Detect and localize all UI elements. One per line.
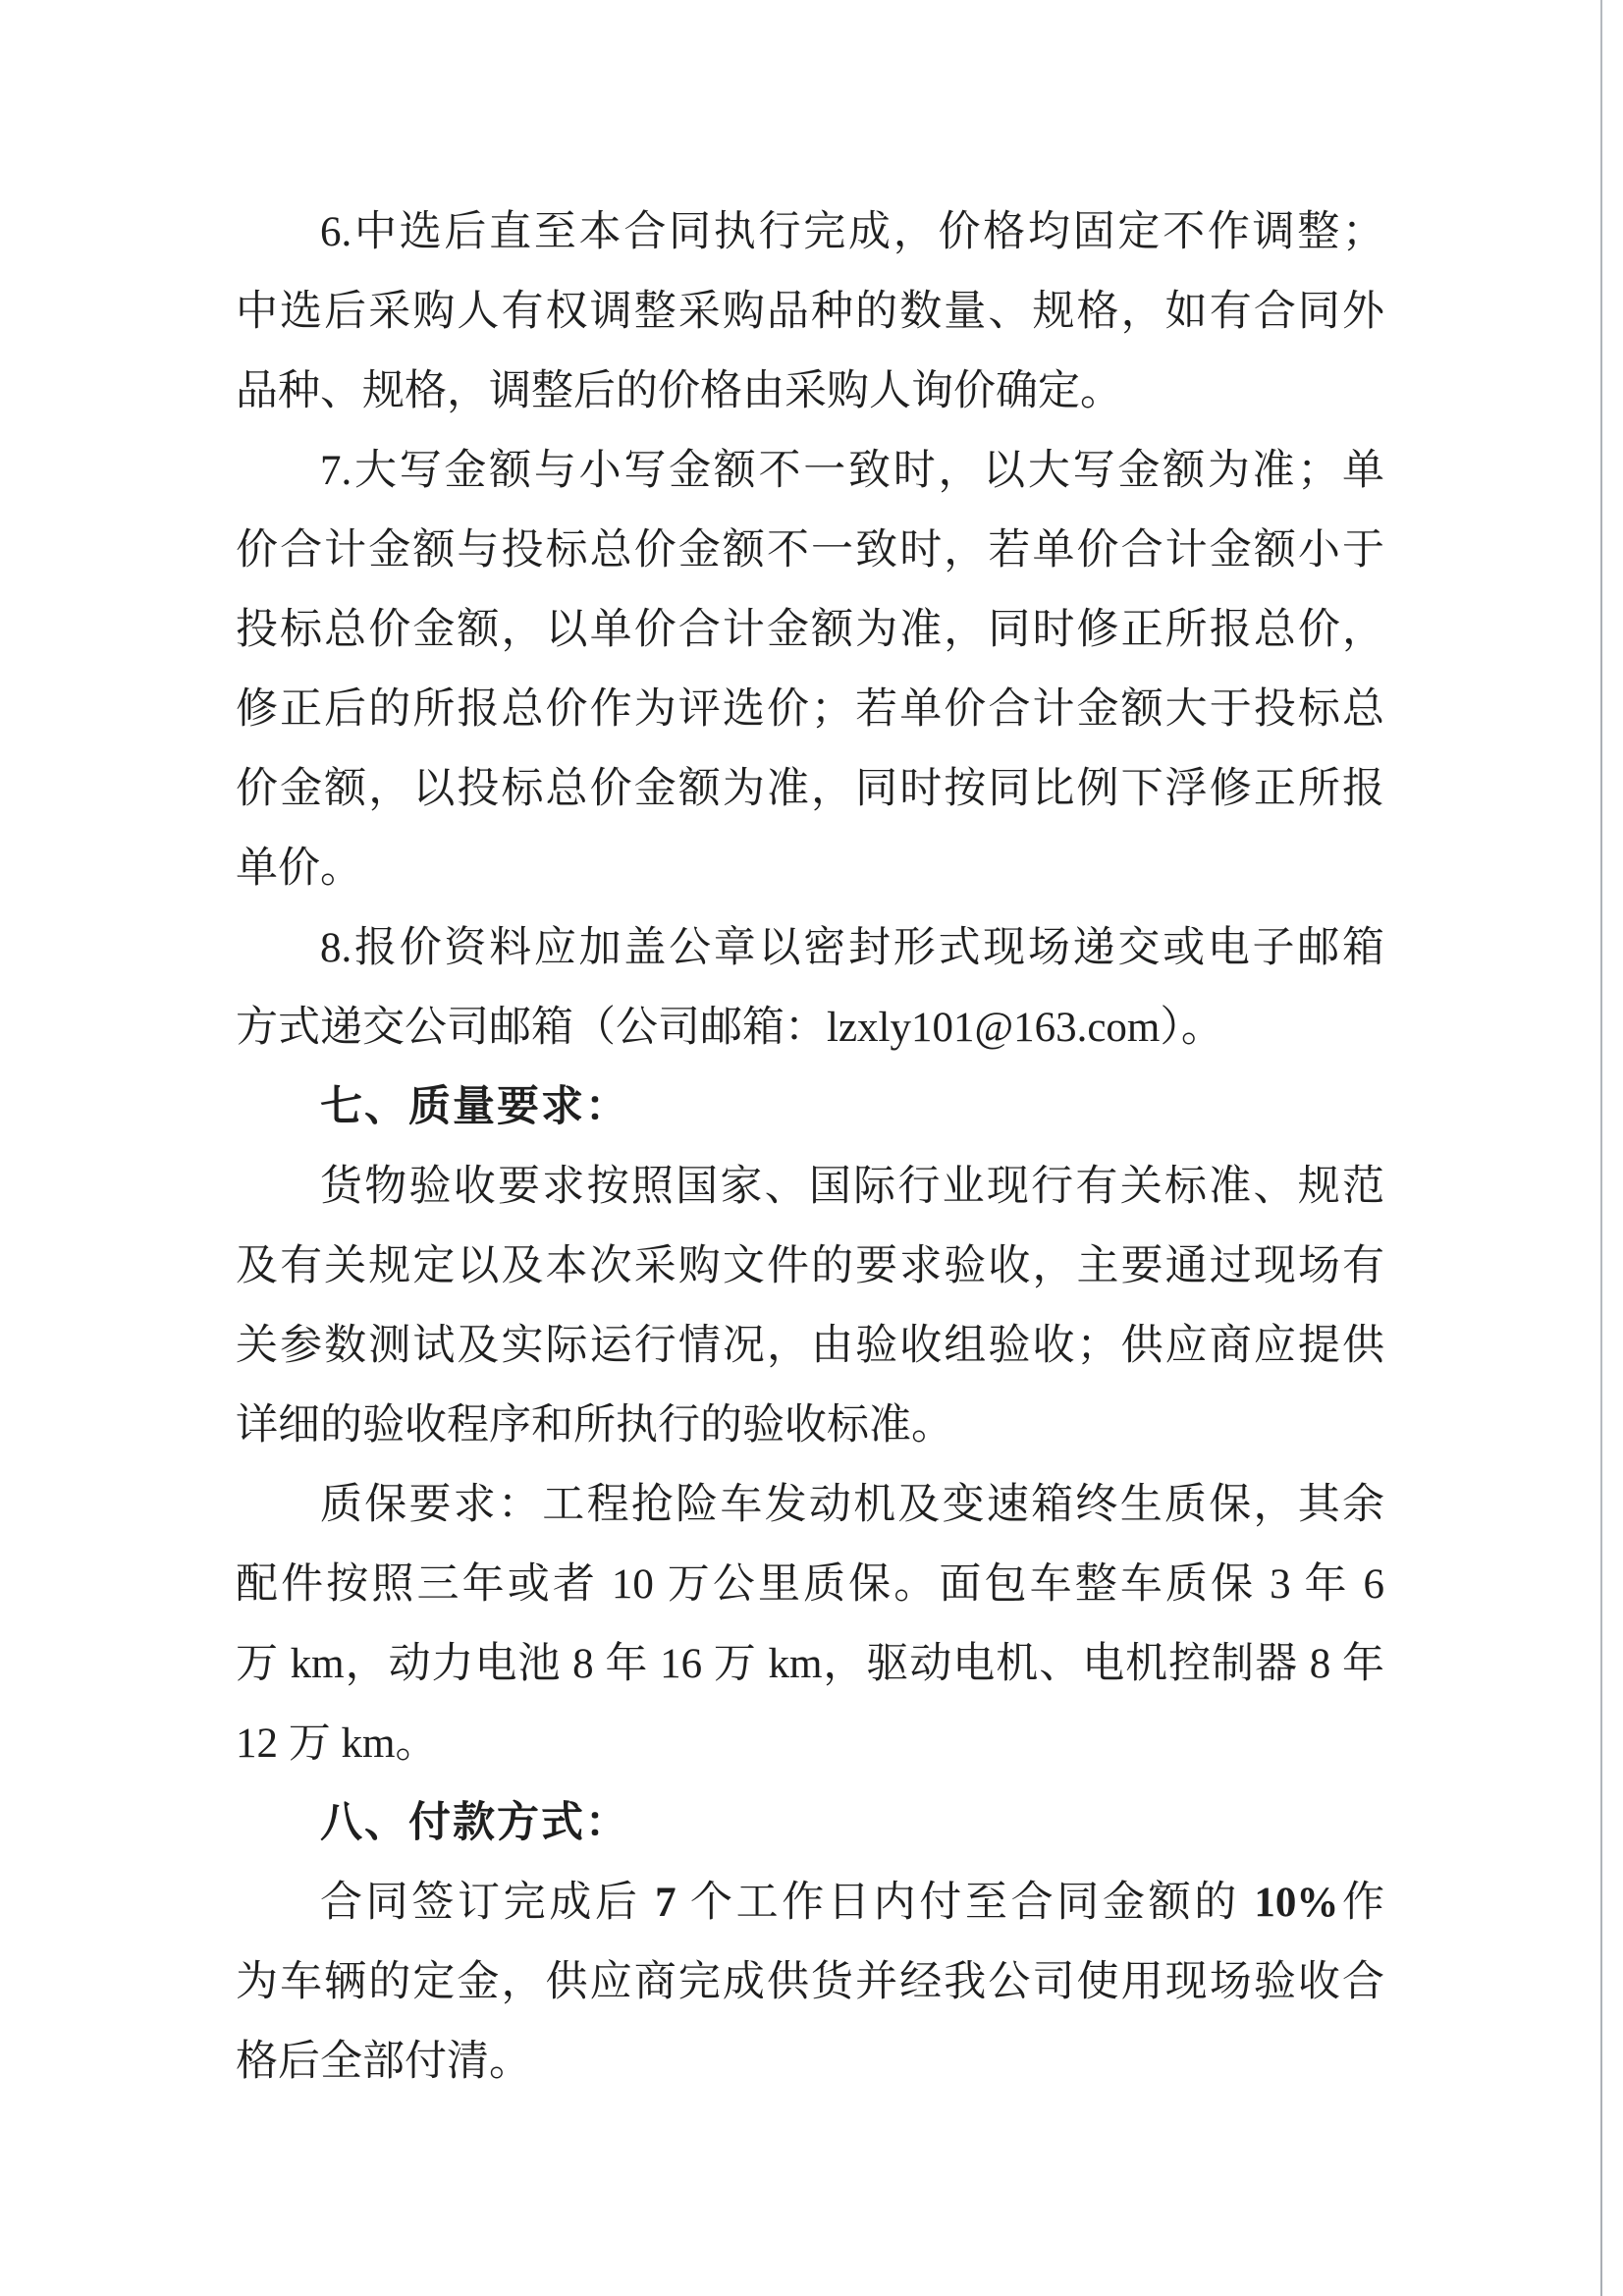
quality-acceptance-line-4: 详细的验收程序和所执行的验收标准。	[236, 1402, 953, 1449]
clause6-line-2: 中选后采购人有权调整采购品种的数量、规格，如有合同外	[236, 289, 1384, 335]
clause8-line-1: 8.报价资料应加盖公章以密封形式现场递交或电子邮箱	[320, 925, 1384, 971]
quality-acceptance-line-1: 货物验收要求按照国家、国际行业现行有关标准、规范	[320, 1164, 1384, 1210]
quality-warranty-line-1: 质保要求：工程抢险车发动机及变速箱终生质保，其余	[320, 1482, 1384, 1528]
scan-edge-line	[1600, 0, 1602, 2296]
clause7-line-1: 7.大写金额与小写金额不一致时，以大写金额为准；单	[320, 448, 1384, 494]
payment-percent-value: 10%	[1254, 1880, 1339, 1926]
quality-warranty-line-2: 配件按照三年或者 10 万公里质保。面包车整车质保 3 年 6	[236, 1561, 1384, 1608]
payment-line-1-mid: 个工作日内付至合同金额的	[676, 1880, 1255, 1926]
quality-warranty-line-4: 12 万 km。	[236, 1721, 438, 1767]
heading-quality-requirements: 七、质量要求：	[320, 1084, 629, 1130]
clause6-line-1: 6.中选后直至本合同执行完成，价格均固定不作调整；	[320, 209, 1384, 255]
quality-warranty-line-3: 万 km，动力电池 8 年 16 万 km，驱动电机、电机控制器 8 年	[236, 1641, 1384, 1687]
clause7-line-4: 修正后的所报总价作为评选价；若单价合计金额大于投标总	[236, 686, 1384, 733]
payment-days-value: 7	[655, 1880, 676, 1926]
clause7-line-2: 价合计金额与投标总价金额不一致时，若单价合计金额小于	[236, 527, 1384, 574]
clause7-line-6: 单价。	[236, 846, 362, 892]
heading-payment-method: 八、付款方式：	[320, 1800, 629, 1846]
document-body	[236, 192, 1384, 2102]
quality-acceptance-line-2: 及有关规定以及本次采购文件的要求验收，主要通过现场有	[236, 1243, 1384, 1289]
quality-acceptance-line-3: 关参数测试及实际运行情况，由验收组验收；供应商应提供	[236, 1323, 1384, 1369]
payment-line-2: 为车辆的定金，供应商完成供货并经我公司使用现场验收合	[236, 1959, 1384, 2005]
payment-line-3: 格后全部付清。	[236, 2039, 531, 2085]
payment-line-1	[236, 1863, 1384, 1942]
payment-line-1-pre: 合同签订完成后	[320, 1880, 656, 1926]
clause6-line-3: 品种、规格，调整后的价格由采购人询价确定。	[236, 368, 1122, 414]
clause7-line-5: 价金额，以投标总价金额为准，同时按同比例下浮修正所报	[236, 766, 1384, 812]
clause8-line-2: 方式递交公司邮箱（公司邮箱：lzxly101@163.com）。	[236, 1005, 1223, 1051]
clause7-line-3: 投标总价金额，以单价合计金额为准，同时修正所报总价，	[236, 607, 1384, 653]
payment-line-1-post: 作	[1338, 1880, 1385, 1926]
